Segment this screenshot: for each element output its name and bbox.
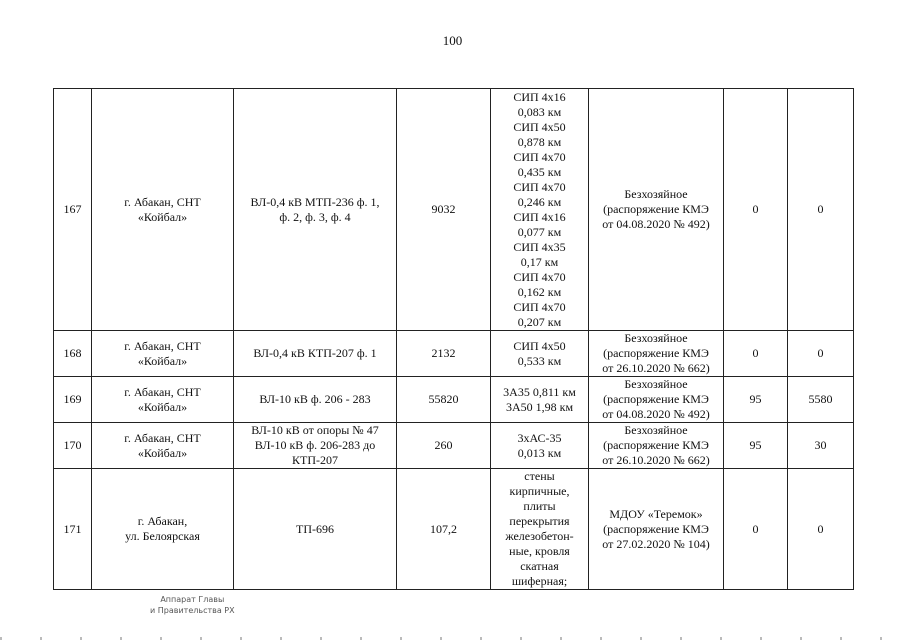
number-cell-b: 5580 — [788, 377, 854, 423]
cell-line: (распоряжение КМЭ — [603, 521, 709, 536]
cell-line: СИП 4х70 — [513, 299, 566, 314]
address-cell — [92, 331, 234, 377]
registry-table — [53, 88, 854, 590]
number-cell-b: 30 — [788, 423, 854, 469]
object-cell — [234, 89, 397, 331]
page-number: 100 — [442, 33, 463, 48]
cell-line: перекрытия — [509, 514, 570, 528]
cell-line: СИП 4х50 — [513, 119, 566, 134]
owner-cell — [589, 423, 724, 469]
stamp-line: Аппарат Главы — [160, 595, 225, 604]
number-cell-a: 0 — [724, 469, 788, 590]
cell-line: от 04.08.2020 № 492) — [602, 217, 710, 231]
cell-line: ф. 2, ф. 3, ф. 4 — [279, 209, 351, 224]
cell-line: кирпичные, — [509, 484, 570, 498]
cell-line: 0,878 км — [517, 134, 562, 149]
cell-line: Безхозяйное — [624, 187, 688, 201]
cell-line: ул. Белоярская — [125, 529, 200, 543]
cell-line: 0,435 км — [517, 164, 562, 179]
cell-line: 0,162 км — [517, 284, 562, 299]
object-cell — [234, 331, 397, 377]
table-row — [54, 331, 854, 377]
cell-line: от 04.08.2020 № 492) — [602, 407, 710, 421]
owner-cell — [589, 331, 724, 377]
cell-line: скатная — [520, 559, 559, 573]
address-cell — [92, 423, 234, 469]
cell-line: 3А35 0,811 км — [503, 384, 576, 399]
table-row — [54, 469, 854, 590]
official-stamp — [150, 594, 235, 616]
cell-line: 0,17 км — [520, 254, 559, 269]
cell-line: г. Абакан, СНТ — [124, 430, 201, 445]
table-row — [54, 423, 854, 469]
cell-line: СИП 4х16 — [513, 209, 566, 224]
cell-line: (распоряжение КМЭ — [603, 438, 709, 452]
cell-line: ТП-696 — [296, 521, 334, 536]
number-cell-b: 0 — [788, 331, 854, 377]
value-cell: 55820 — [397, 377, 491, 423]
cell-line: «Койбал» — [137, 399, 188, 414]
owner-cell — [589, 469, 724, 590]
cell-line: (распоряжение КМЭ — [603, 392, 709, 406]
address-cell — [92, 469, 234, 590]
cell-line: от 27.02.2020 № 104) — [602, 536, 710, 551]
cell-line: 0,207 км — [517, 314, 562, 329]
table-row — [54, 89, 854, 331]
stamp-line: и Правительства РХ — [150, 606, 235, 615]
object-cell — [234, 469, 397, 590]
number-cell-b: 0 — [788, 469, 854, 590]
cell-line: г. Абакан, СНТ — [124, 338, 201, 353]
object-cell — [234, 423, 397, 469]
cell-line: ВЛ-10 кВ от опоры № 47 — [251, 423, 379, 437]
cell-line: КТП-207 — [292, 453, 338, 467]
cell-line: 3хАС-35 — [517, 430, 562, 445]
cell-line: ВЛ-0,4 кВ МТП-236 ф. 1, — [250, 194, 380, 209]
specs-cell — [491, 469, 589, 590]
specs-cell — [491, 89, 589, 331]
cell-line: Безхозяйное — [624, 423, 688, 437]
cell-line: ВЛ-10 кВ ф. 206-283 до — [254, 438, 376, 452]
cell-line: ВЛ-0,4 кВ КТП-207 ф. 1 — [253, 346, 377, 360]
address-cell — [92, 89, 234, 331]
cell-line: МДОУ «Теремок» — [609, 506, 703, 521]
row-number-cell: 171 — [54, 469, 92, 590]
value-cell: 9032 — [397, 89, 491, 331]
cell-line: 0,013 км — [517, 445, 562, 460]
cell-line: железобетон- — [505, 529, 574, 543]
value-cell: 2132 — [397, 331, 491, 377]
number-cell-a: 95 — [724, 377, 788, 423]
owner-cell — [589, 377, 724, 423]
object-cell — [234, 377, 397, 423]
cell-line: СИП 4х70 — [513, 149, 566, 164]
number-cell-a: 95 — [724, 423, 788, 469]
cell-line: «Койбал» — [137, 445, 188, 460]
value-cell: 260 — [397, 423, 491, 469]
address-cell — [92, 377, 234, 423]
specs-cell — [491, 377, 589, 423]
cell-line: (распоряжение КМЭ — [603, 346, 709, 360]
cell-line: Безхозяйное — [624, 331, 688, 345]
cell-line: стены — [524, 469, 555, 483]
cell-line: 0,083 км — [517, 104, 562, 119]
cell-line: от 26.10.2020 № 662) — [602, 361, 710, 375]
cell-line: СИП 4х70 — [513, 179, 566, 194]
cell-line: 0,077 км — [517, 224, 562, 239]
cell-line: «Койбал» — [137, 353, 188, 368]
table-row — [54, 377, 854, 423]
specs-cell — [491, 423, 589, 469]
number-cell-a: 0 — [724, 89, 788, 331]
cell-line: Безхозяйное — [624, 377, 688, 391]
cell-line: 0,246 км — [517, 194, 562, 209]
row-number-cell: 167 — [54, 89, 92, 331]
number-cell-a: 0 — [724, 331, 788, 377]
cell-line: «Койбал» — [137, 209, 188, 224]
cell-line: СИП 4х35 — [513, 239, 566, 254]
cell-line: ВЛ-10 кВ ф. 206 - 283 — [259, 392, 371, 406]
cell-line: от 26.10.2020 № 662) — [602, 453, 710, 467]
cell-line: СИП 4х70 — [513, 269, 566, 284]
owner-cell — [589, 89, 724, 331]
cell-line: (распоряжение КМЭ — [603, 202, 709, 216]
cell-line: г. Абакан, СНТ — [124, 384, 201, 399]
number-cell-b: 0 — [788, 89, 854, 331]
cell-line: 0,533 км — [517, 353, 562, 368]
cell-line: г. Абакан, — [137, 514, 188, 528]
row-number-cell: 168 — [54, 331, 92, 377]
cell-line: г. Абакан, СНТ — [124, 194, 201, 209]
cell-line: 3А50 1,98 км — [505, 399, 574, 414]
cell-line: шиферная; — [511, 574, 568, 588]
row-number-cell: 169 — [54, 377, 92, 423]
cell-line: плиты — [523, 499, 556, 513]
value-cell: 107,2 — [397, 469, 491, 590]
row-number-cell: 170 — [54, 423, 92, 469]
cell-line: СИП 4х16 — [513, 89, 566, 104]
cell-line: СИП 4х50 — [513, 338, 566, 353]
specs-cell — [491, 331, 589, 377]
cell-line: ные, кровля — [509, 544, 570, 558]
